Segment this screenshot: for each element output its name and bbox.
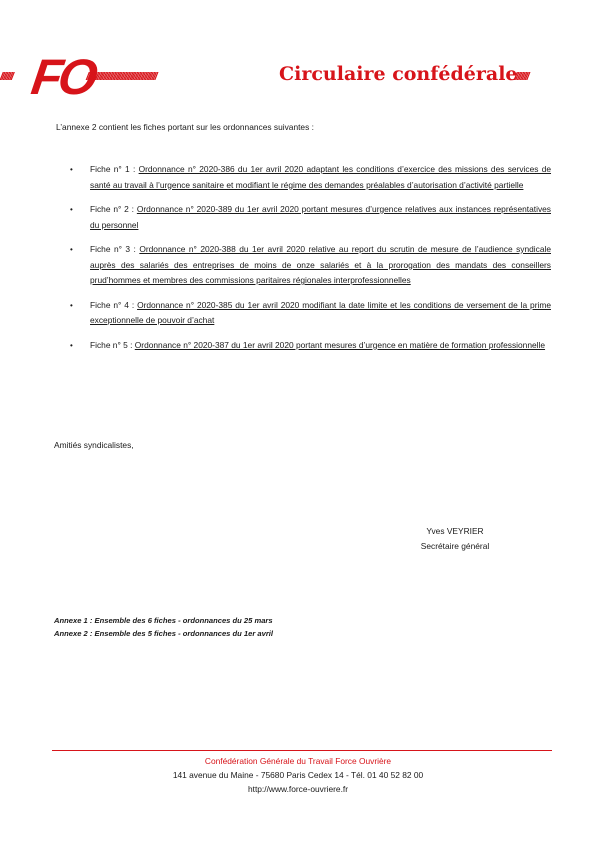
footer-address: 141 avenue du Maine - 75680 Paris Cedex 14 - Tél. 01 40 52 82 00 [172, 770, 424, 780]
annex-item: Annexe 1 : Ensemble des 6 fiches - ordonnances du 25 mars [54, 616, 273, 625]
ordonnance-link[interactable]: Ordonnance n° 2020-386 du 1er avril 2020 adaptant les conditions d’exercice des missions des services de santé au travail à l’urgence sanitaire et modifiant le régime des demandes préalables d’autorisation d’activité partielle [90, 164, 552, 190]
fiche-label: Fiche n° 3 : [90, 244, 136, 254]
fiche-label: Fiche n° 1 : [90, 164, 136, 174]
ordonnance-link[interactable]: Ordonnance n° 2020-385 du 1er avril 2020 modifiant la date limite et les conditions de versement de la prime exceptionnelle de pouvoir d’achat [90, 299, 551, 325]
footer-website-link[interactable]: http://www.force-ouvriere.fr [247, 784, 349, 794]
closing-text: Amitiés syndicalistes, [54, 440, 134, 450]
bullet-icon: • [70, 205, 73, 214]
annex-list [54, 614, 273, 640]
document-header [0, 48, 596, 104]
ordonnance-link[interactable]: Ordonnance n° 2020-387 du 1er avril 2020 portant mesures d’urgence en matière de formation professionnelle [134, 339, 546, 350]
list-item [56, 298, 551, 329]
decorative-slashes-middle: ///////////////////////////////////////////// [86, 71, 157, 83]
list-item [56, 162, 551, 193]
intro-text: L’annexe 2 contient les fiches portant sur les ordonnances suivantes : [56, 122, 314, 132]
signatory-name: Yves VEYRIER [426, 526, 484, 536]
bullet-icon: • [70, 340, 73, 350]
bullet-icon: • [70, 245, 73, 254]
fiche-label: Fiche n° 2 : [90, 204, 134, 214]
page-title: Circulaire confédérale [279, 63, 518, 85]
bullet-icon: • [70, 165, 73, 174]
signatory-role: Secrétaire général [420, 541, 490, 551]
fo-logo: FO [28, 49, 98, 105]
decorative-slashes-left: //////// [0, 71, 13, 83]
signature-block [380, 524, 530, 554]
fiche-label: Fiche n° 4 : [90, 299, 135, 310]
ordonnance-link[interactable]: Ordonnance n° 2020-388 du 1er avril 2020 relative au report du scrutin de mesure de l’audience syndicale auprès des salariés des entreprises de moins de onze salariés et à la prorogation des mandats des conseillers prud’hommes et membres des commissions paritaires régionales interprofessionnelles [90, 244, 551, 285]
decorative-slashes-right: ///////// [514, 71, 529, 83]
footer-divider [52, 750, 552, 751]
bullet-icon: • [70, 300, 73, 310]
fiche-list [56, 162, 551, 362]
annex-item: Annexe 2 : Ensemble des 5 fiches - ordonnances du 1er avril [54, 629, 274, 638]
list-item [56, 202, 551, 233]
ordonnance-link[interactable]: Ordonnance n° 2020-389 du 1er avril 2020 portant mesures d’urgence relatives aux instances représentatives du personnel [90, 204, 551, 230]
page-footer [0, 754, 596, 796]
fiche-label: Fiche n° 5 : [90, 339, 133, 350]
list-item [56, 338, 551, 354]
footer-organization: Confédération Générale du Travail Force Ouvrière [204, 756, 392, 766]
list-item [56, 242, 551, 289]
